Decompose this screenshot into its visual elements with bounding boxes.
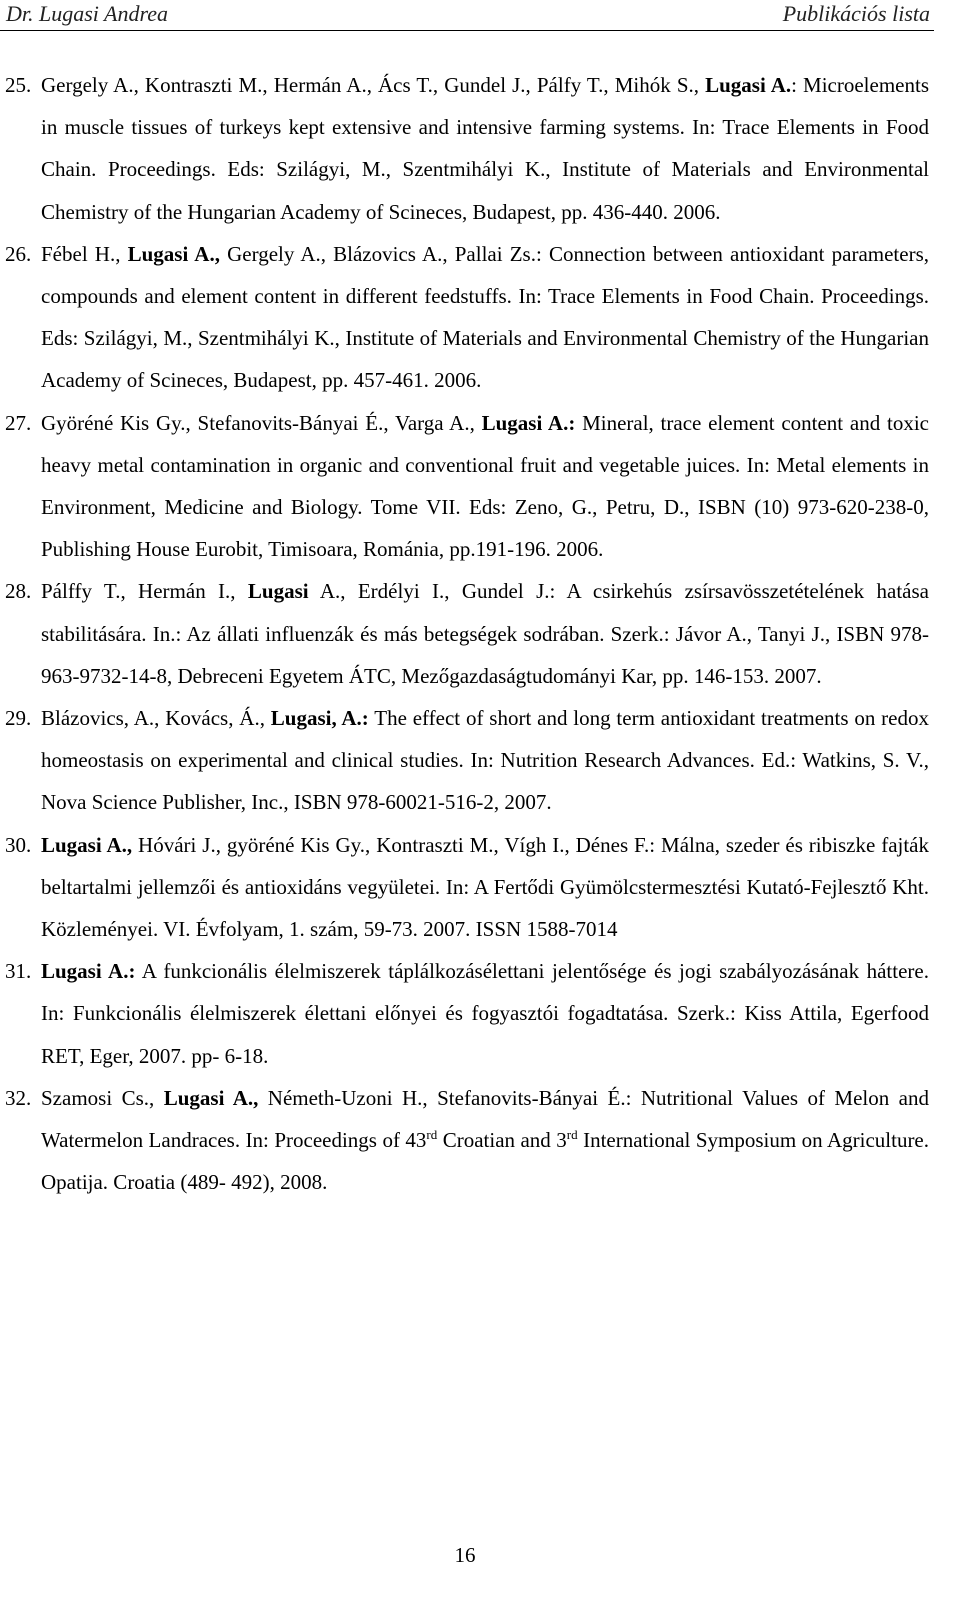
publication-entry: [5, 1077, 930, 1204]
entry-number: 30.: [5, 832, 32, 857]
entry-segment: Blázovics, A., Kovács, Á.,: [41, 706, 271, 731]
bold-author: Lugasi A.,: [41, 832, 133, 857]
publication-entry: [5, 402, 929, 571]
entry-text: [41, 64, 929, 233]
publication-entry: [5, 697, 929, 824]
entry-segment: Pálffy T., Hermán I.,: [41, 579, 248, 604]
bold-author: Lugasi A.:: [481, 410, 576, 435]
entry-text: [41, 697, 929, 824]
entry-segment: Németh-Uzoni H., Stefanovits-Bányai É.: Nutritional Values of Melon and Watermelon Landraces. In: Proceedings of 43: [41, 1085, 930, 1153]
publication-entry: [5, 950, 929, 1077]
entry-segment: Györéné Kis Gy., Stefanovits-Bányai É., Varga A.,: [41, 410, 482, 435]
entry-number: 31.: [5, 959, 32, 984]
bold-author: Lugasi A.: [705, 73, 792, 97]
entry-segment: The effect of short and long term antioxidant treatments on redox homeostasis on experimental and clinical studies. In: Nutrition Research Advances. Ed.: Watkins, S. V., Nova Science Publisher, Inc., ISBN 978-60021-516-2, 2007.: [41, 706, 929, 815]
bold-author: Lugasi A.:: [41, 959, 136, 984]
entry-text: [41, 1077, 929, 1204]
entry-number: 27.: [5, 410, 32, 435]
header-author: Dr. Lugasi Andrea: [6, 1, 168, 26]
header-title: Publikációs lista: [782, 1, 930, 26]
header-rule: [0, 30, 934, 31]
entry-segment: A funkcionális élelmiszerek táplálkozásélettani jelentősége és jogi szabályozásának háttere. In: Funkcionális élelmiszerek élettani előnyei és fogyasztói fogadtatása. Szerk.: Kiss Attila, Egerfood RET, Eger, 2007. pp- 6-18.: [41, 959, 929, 1068]
entry-text: [41, 950, 929, 1077]
publication-entry: [5, 824, 930, 951]
entry-text: [41, 402, 929, 571]
superscript: rd: [566, 1127, 578, 1143]
entry-number: 25.: [5, 73, 32, 97]
entry-number: 32.: [5, 1085, 32, 1110]
entry-segment: Gergely A., Blázovics A., Pallai Zs.: Connection between antioxidant parameters, compounds and element content in different feedstuffs. In: Trace Elements in Food Chain. Proceedings. Eds: Szilágyi, M., Szentmihályi K., Institute of Materials and Environmental Chemistry of the Hungarian Academy of Scineces, Budapest, pp. 457-461. 2006.: [41, 241, 929, 393]
publication-list: [5, 64, 930, 1203]
page-header: [0, 0, 960, 34]
entry-segment: Mineral, trace element content and toxic heavy metal contamination in organic and conventional fruit and vegetable juices. In: Metal elements in Environment, Medicine and Biology. Tome VII. Eds: Zeno, G., Petru, D., ISBN (10) 973-620-238-0, Publishing House Eurobit, Timisoara, Románia, pp.191-196. 2006.: [41, 410, 929, 562]
entry-segment: International Symposium on Agriculture. Opatija. Croatia (489- 492), 2008.: [41, 1128, 930, 1195]
publication-entry: [5, 570, 929, 697]
bold-author: Lugasi: [247, 579, 309, 604]
entry-segment: : Microelements in muscle tissues of turkeys kept extensive and intensive farming systems. In: Trace Elements in Food Chain. Proceedings. Eds: Szilágyi, M., Szentmihályi K., Institute of Materials and Environmental Chemistry of the Hungarian Academy of Scineces, Budapest, pp. 436-440. 2006.: [41, 73, 929, 224]
entry-number: 29.: [5, 706, 32, 731]
entry-segment: A., Erdélyi I., Gundel J.: A csirkehús zsírsavösszetételének hatása stabilitására. In.: Az állati influenzák és más betegségek sodrában. Szerk.: Jávor A., Tanyi J., ISBN 978-963-9732-14-8, Debreceni Egyetem ÁTC, Mezőgazdaságtudományi Kar, pp. 146-153. 2007.: [41, 579, 929, 688]
publication-entry: [5, 64, 929, 233]
superscript: rd: [426, 1127, 438, 1143]
entry-segment: Hóvári J., györéné Kis Gy., Kontraszti M., Vígh I., Dénes F.: Málna, szeder és ribiszke fajták beltartalmi jellemzői és antioxidáns vegyületei. In: A Fertődi Gyümölcstermesztési Kutató-Fejlesztő Kht. Közleményei. VI. Évfolyam, 1. szám, 59-73. 2007. ISSN 1588-7014: [41, 832, 930, 942]
entry-segment: Gergely A., Kontraszti M., Hermán A., Ács T., Gundel J., Pálfy T., Mihók S.,: [41, 73, 706, 97]
entry-number: 28.: [5, 579, 32, 604]
entry-segment: Fébel H.,: [41, 241, 128, 266]
entry-text: [41, 824, 929, 951]
entry-text: [41, 233, 929, 402]
entry-number: 26.: [5, 241, 32, 266]
bold-author: Lugasi A.,: [127, 241, 220, 266]
bold-author: Lugasi, A.:: [270, 706, 369, 731]
publication-entry: [5, 233, 929, 402]
bold-author: Lugasi A.,: [163, 1085, 259, 1110]
entry-text: [41, 570, 929, 697]
entry-segment: Szamosi Cs.,: [41, 1085, 164, 1110]
entry-segment: Croatian and 3: [437, 1128, 567, 1153]
page-number: 16: [454, 1543, 476, 1567]
